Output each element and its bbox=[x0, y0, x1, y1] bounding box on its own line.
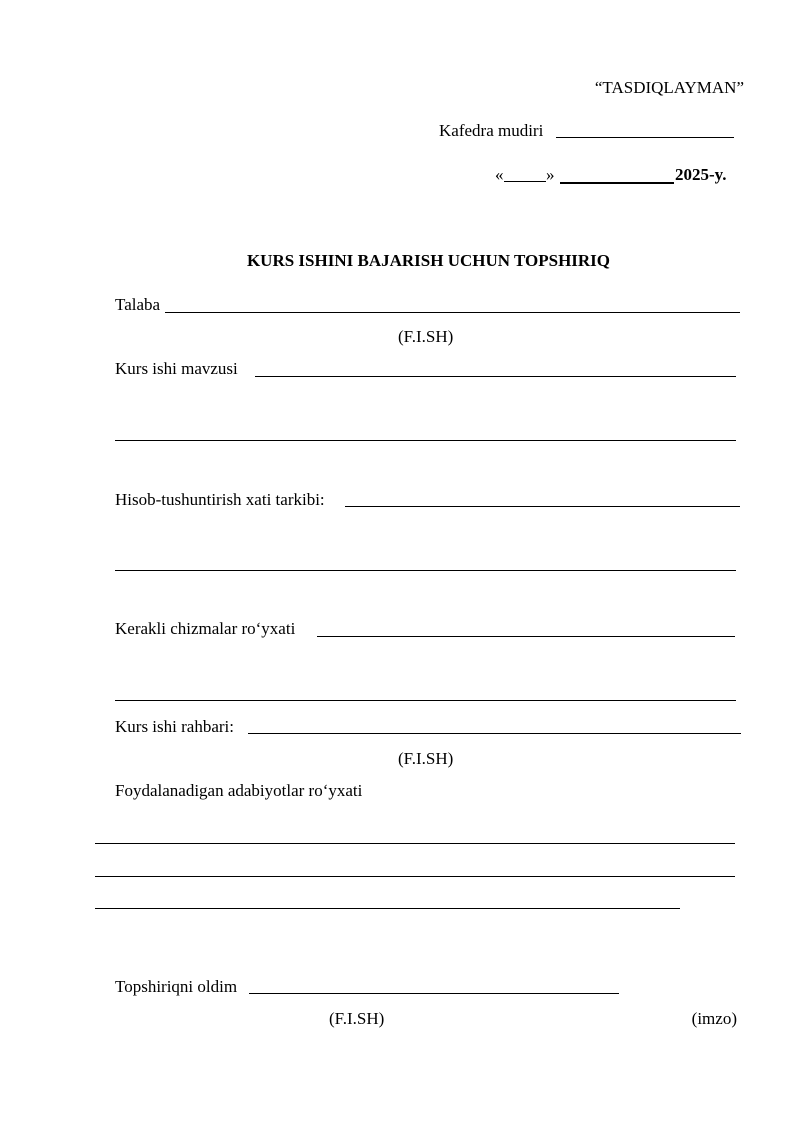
talaba-label: Talaba bbox=[115, 295, 161, 314]
date-year-text: 2025-y. bbox=[675, 165, 727, 184]
kafedra-signature-line[interactable] bbox=[556, 137, 734, 138]
mavzu-line-1[interactable] bbox=[255, 376, 736, 377]
talaba-caption: (F.I.SH) bbox=[398, 327, 454, 346]
date-open-quote: « bbox=[495, 165, 504, 184]
chizma-label: Kerakli chizmalar ro‘yxati bbox=[115, 619, 296, 638]
hisob-line-2[interactable] bbox=[115, 570, 736, 571]
fish-caption: (F.I.SH) bbox=[329, 1009, 385, 1028]
date-month-line[interactable] bbox=[560, 182, 674, 184]
adabiyot-label: Foydalanadigan adabiyotlar ro‘yxati bbox=[115, 781, 363, 800]
received-line[interactable] bbox=[249, 993, 619, 994]
page-title: KURS ISHINI BAJARISH UCHUN TOPSHIRIQ bbox=[246, 251, 611, 270]
date-close-quote: » bbox=[546, 165, 555, 184]
received-label: Topshiriqni oldim bbox=[115, 977, 238, 996]
kafedra-label: Kafedra mudiri bbox=[439, 121, 544, 140]
adabiyot-line-3[interactable] bbox=[95, 908, 680, 909]
hisob-label: Hisob-tushuntirish xati tarkibi: bbox=[115, 490, 325, 509]
chizma-line-1[interactable] bbox=[317, 636, 735, 637]
rahbar-line[interactable] bbox=[248, 733, 741, 734]
chizma-line-2[interactable] bbox=[115, 700, 736, 701]
mavzu-label: Kurs ishi mavzusi bbox=[115, 359, 238, 378]
adabiyot-line-1[interactable] bbox=[95, 843, 735, 844]
talaba-line[interactable] bbox=[165, 312, 740, 313]
mavzu-line-2[interactable] bbox=[115, 440, 736, 441]
approval-heading: “TASDIQLAYMAN” bbox=[594, 78, 744, 97]
imzo-caption: (imzo) bbox=[691, 1009, 737, 1028]
rahbar-caption: (F.I.SH) bbox=[398, 749, 454, 768]
hisob-line-1[interactable] bbox=[345, 506, 740, 507]
adabiyot-line-2[interactable] bbox=[95, 876, 735, 877]
rahbar-label: Kurs ishi rahbari: bbox=[115, 717, 234, 736]
date-day-line[interactable] bbox=[504, 181, 546, 182]
